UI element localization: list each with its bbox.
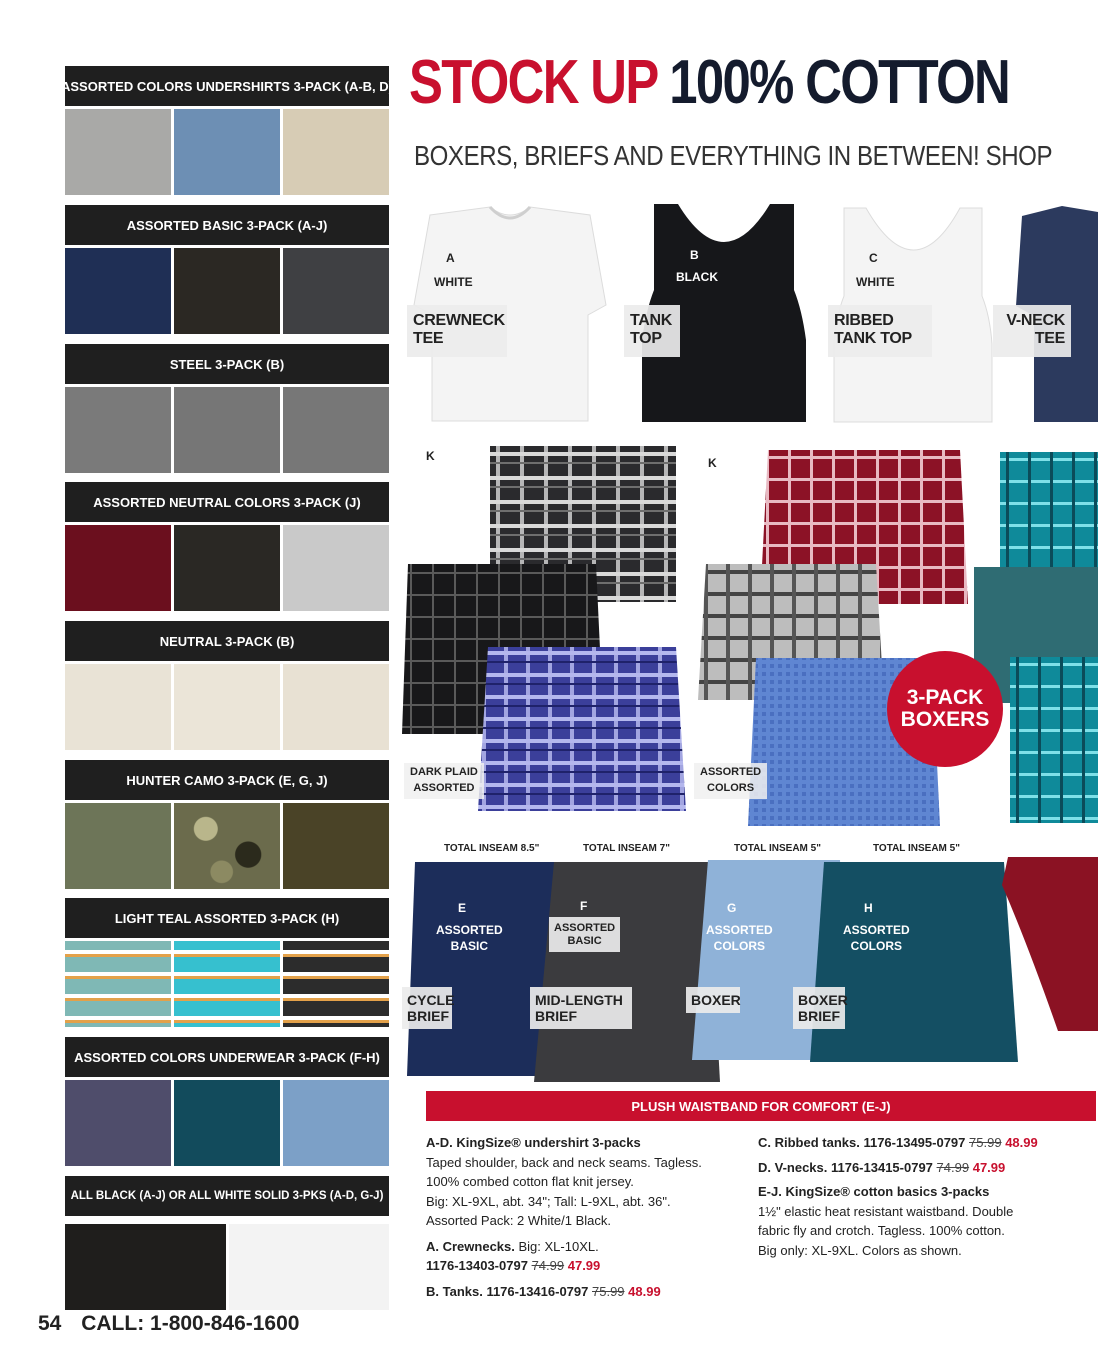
- color-swatch[interactable]: [65, 1080, 171, 1166]
- color-swatch[interactable]: [174, 109, 280, 195]
- v-necks-old-price: 74.99: [936, 1159, 970, 1175]
- swatch-group: [65, 1176, 389, 1310]
- color-swatch[interactable]: [283, 1080, 389, 1166]
- page-title: [409, 48, 1010, 117]
- swatch-group-header: ALL BLACK (A-J) OR ALL WHITE SOLID 3-PKS (A-D, G-J): [65, 1176, 389, 1216]
- swatch-group: [65, 344, 389, 473]
- ribbed-tank-top-label-line2: TANK TOP: [834, 329, 912, 347]
- inseam-label-f: TOTAL INSEAM 7": [583, 843, 670, 854]
- color-swatch[interactable]: [65, 664, 171, 750]
- swatch-row: [65, 248, 389, 334]
- swatch-group: [65, 898, 389, 1027]
- ribbed-tanks-price: 48.99: [1005, 1135, 1038, 1150]
- brief-colors-f-line1: ASSORTED: [554, 922, 616, 934]
- mid-length-brief-label: [530, 987, 632, 1029]
- v-necks-heading: D. V-necks. 1176-13415-0797: [758, 1159, 933, 1175]
- copy-right: [758, 1133, 1078, 1265]
- undershirt-desc-2: 100% combed cotton flat knit jersey.: [426, 1174, 634, 1189]
- cycle-brief-label-line2: BRIEF: [407, 1008, 449, 1025]
- inseam-label-e: TOTAL INSEAM 8.5": [444, 843, 540, 854]
- teal-boxer-brief[interactable]: [808, 860, 1020, 1066]
- boxer-letter-k-1: K: [426, 449, 435, 463]
- tank-top-label-line2: TOP: [630, 329, 662, 347]
- mid-length-brief-label-line2: BRIEF: [535, 1008, 577, 1025]
- brief-colors-e: [436, 922, 503, 954]
- swatch-group-header: STEEL 3-PACK (B): [65, 344, 389, 384]
- boxer-brief-label-line1: BOXER: [798, 992, 848, 1008]
- mid-length-brief-label-line1: MID-LENGTH: [535, 992, 623, 1008]
- title-part-2: 100% COTTON: [669, 48, 1010, 117]
- color-swatch[interactable]: [229, 1224, 390, 1310]
- undershirt-heading: A-D. KingSize® undershirt 3-packs: [426, 1135, 641, 1150]
- v-necks-price: 47.99: [972, 1159, 1006, 1175]
- brief-colors-h: [843, 922, 910, 954]
- swatch-group: [65, 760, 389, 889]
- crewneck-tee-label-line2: TEE: [413, 329, 444, 347]
- brief-letter-f: F: [580, 899, 588, 913]
- dark-plaid-label-line2: ASSORTED: [413, 781, 475, 794]
- color-swatch[interactable]: [283, 525, 389, 611]
- swatch-group: [65, 482, 389, 611]
- ribbed-tanks-heading: C. Ribbed tanks. 1176-13495-0797: [758, 1135, 966, 1150]
- copy-left: [426, 1133, 736, 1306]
- tanks-heading: B. Tanks. 1176-13416-0797: [426, 1283, 589, 1299]
- undershirt-desc-4: Assorted Pack: 2 White/1 Black.: [426, 1213, 611, 1228]
- shirt-letter-a: A: [446, 251, 455, 265]
- shirt-color-b: BLACK: [676, 270, 718, 284]
- swatch-group-header: ASSORTED NEUTRAL COLORS 3-PACK (J): [65, 482, 389, 522]
- inseam-label-g: TOTAL INSEAM 5": [734, 843, 821, 854]
- crewneck-tee-label: [407, 305, 507, 357]
- boxer-brief-label-line2: BRIEF: [798, 1008, 840, 1025]
- swatch-row: [65, 525, 389, 611]
- color-swatch[interactable]: [283, 941, 389, 1027]
- brief-colors-g-line1: ASSORTED: [706, 923, 773, 937]
- shirt-color-c: WHITE: [856, 275, 895, 289]
- cycle-brief-label: [402, 987, 455, 1029]
- color-swatch[interactable]: [65, 525, 171, 611]
- color-swatch[interactable]: [65, 1224, 226, 1310]
- assorted-colors-label: [694, 763, 767, 799]
- cotton-basics-desc-2: fabric fly and crotch. Tagless. 100% cotton.: [758, 1223, 1005, 1238]
- brief-letter-e: E: [458, 901, 467, 915]
- brief-colors-f: [549, 917, 620, 952]
- cotton-basics-desc-3: Big only: XL-9XL. Colors as shown.: [758, 1242, 962, 1258]
- color-swatch[interactable]: [65, 803, 171, 889]
- color-swatch[interactable]: [174, 803, 280, 889]
- tanks-old-price: 75.99: [592, 1283, 625, 1299]
- tank-top-label: [624, 305, 680, 357]
- tanks-price: 48.99: [628, 1283, 661, 1299]
- brief-colors-f-line2: BASIC: [567, 934, 602, 947]
- color-swatch[interactable]: [174, 1080, 280, 1166]
- swatch-row: [65, 664, 389, 750]
- ribbed-tanks-old-price: 75.99: [969, 1135, 1002, 1150]
- page-footer: [38, 1312, 299, 1336]
- v-neck-tee-label: [993, 305, 1071, 357]
- undershirt-desc-1: Taped shoulder, back and neck seams. Tagless.: [426, 1154, 702, 1170]
- swatch-group-header: ASSORTED COLORS UNDERWEAR 3-PACK (F-H): [65, 1037, 389, 1077]
- color-swatch[interactable]: [283, 664, 389, 750]
- brief-colors-h-line2: COLORS: [850, 939, 903, 954]
- assorted-colors-label-line2: COLORS: [707, 781, 755, 794]
- color-swatch[interactable]: [283, 803, 389, 889]
- color-swatch[interactable]: [174, 941, 280, 1027]
- swatch-group-header: HUNTER CAMO 3-PACK (E, G, J): [65, 760, 389, 800]
- boxer-letter-k-2: K: [708, 456, 717, 470]
- badge-line2: BOXERS: [900, 708, 990, 731]
- brief-colors-e-line2: BASIC: [450, 939, 489, 954]
- teal-plaid-boxer-2[interactable]: [1008, 655, 1098, 825]
- assorted-colors-label-line1: ASSORTED: [700, 766, 762, 778]
- teal-plaid-boxer-1[interactable]: [998, 450, 1098, 570]
- swatch-group-header: ASSORTED COLORS UNDERSHIRTS 3-PACK (A-B, D): [65, 66, 389, 106]
- swatch-row: [65, 941, 389, 1027]
- phone-number[interactable]: CALL: 1-800-846-1600: [81, 1312, 300, 1335]
- brief-colors-h-line1: ASSORTED: [843, 923, 910, 937]
- crewnecks-price: 47.99: [567, 1258, 601, 1273]
- color-swatch[interactable]: [174, 525, 280, 611]
- swatch-row: [65, 1080, 389, 1166]
- color-swatch[interactable]: [65, 248, 171, 334]
- crewnecks-heading: A. Crewnecks.: [426, 1238, 515, 1254]
- swatch-group: [65, 1037, 389, 1166]
- crewnecks-size: Big: XL-10XL.: [514, 1238, 599, 1254]
- crewneck-tee-label-line1: CREWNECK: [413, 312, 505, 329]
- v-neck-tee-label-line2: TEE: [1034, 329, 1065, 347]
- swatch-row: [65, 387, 389, 473]
- brief-colors-g-line2: COLORS: [713, 939, 766, 954]
- color-swatch[interactable]: [65, 387, 171, 473]
- three-pack-boxers-badge: [887, 651, 1003, 767]
- color-swatch[interactable]: [65, 109, 171, 195]
- brief-letter-h: H: [864, 901, 873, 915]
- color-swatch[interactable]: [65, 941, 171, 1027]
- color-swatch[interactable]: [283, 387, 389, 473]
- swatch-group: [61, 66, 393, 195]
- color-swatch[interactable]: [174, 664, 280, 750]
- swatch-row: [65, 803, 389, 889]
- swatch-group: [65, 621, 389, 750]
- page-subtitle: BOXERS, BRIEFS AND EVERYTHING IN BETWEEN! SHOP: [414, 140, 1053, 171]
- swatch-group: [65, 205, 389, 334]
- swatch-row: [65, 109, 389, 195]
- dark-plaid-label-line1: DARK PLAID: [410, 766, 478, 778]
- boxer-brief-label: [793, 987, 848, 1029]
- shirt-letter-c: C: [869, 251, 878, 265]
- swatch-row: [65, 1224, 389, 1310]
- v-neck-tee-label-line1: V-NECK: [1006, 312, 1065, 329]
- boxer-label: [686, 987, 740, 1013]
- cotton-basics-desc-1: 1½" elastic heat resistant waistband. Double: [758, 1203, 1014, 1219]
- inseam-label-h: TOTAL INSEAM 5": [873, 843, 960, 854]
- dark-plaid-label: [404, 763, 484, 799]
- red-brief[interactable]: [998, 855, 1098, 1035]
- color-swatch[interactable]: [174, 248, 280, 334]
- ribbed-tank-top-label: [828, 305, 932, 357]
- color-swatch[interactable]: [174, 387, 280, 473]
- cycle-brief-label-line1: CYCLE: [407, 992, 455, 1008]
- swatch-group-header: LIGHT TEAL ASSORTED 3-PACK (H): [65, 898, 389, 938]
- shirt-letter-b: B: [690, 248, 699, 262]
- title-part-1: STOCK UP: [409, 48, 657, 117]
- brief-colors-g: [706, 922, 773, 954]
- undershirt-desc-3: Big: XL-9XL, abt. 34"; Tall: L-9XL, abt. 36".: [426, 1193, 671, 1209]
- tank-top-label-line1: TANK: [630, 312, 673, 329]
- badge-line1: 3-PACK: [906, 685, 984, 709]
- crewnecks-old-price: 74.99: [531, 1258, 565, 1273]
- crewnecks-sku: 1176-13403-0797: [426, 1258, 528, 1273]
- color-swatch[interactable]: [283, 248, 389, 334]
- color-swatch[interactable]: [283, 109, 389, 195]
- swatch-group-header: NEUTRAL 3-PACK (B): [65, 621, 389, 661]
- cotton-basics-heading: E-J. KingSize® cotton basics 3-packs: [758, 1184, 990, 1199]
- boxer-label-line1: BOXER: [691, 992, 741, 1008]
- page-number: 54: [38, 1312, 62, 1335]
- ribbed-tank-top-label-line1: RIBBED: [834, 312, 894, 329]
- brief-colors-e-line1: ASSORTED: [436, 923, 503, 937]
- swatch-group-header: ASSORTED BASIC 3-PACK (A-J): [65, 205, 389, 245]
- blue-plaid-boxer[interactable]: [476, 645, 688, 815]
- shirt-color-a: WHITE: [434, 275, 473, 289]
- plush-waistband-banner: PLUSH WAISTBAND FOR COMFORT (E-J): [426, 1091, 1096, 1121]
- brief-letter-g: G: [727, 901, 737, 915]
